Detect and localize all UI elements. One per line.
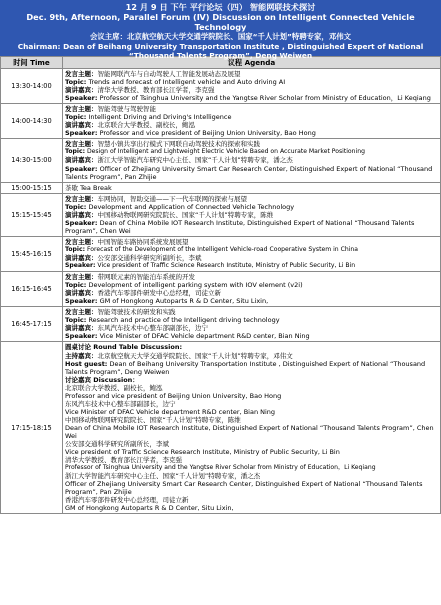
speaker-en-label: Speaker: (65, 297, 98, 306)
guest-line: 浙江大学智能汽车研究中心主任、国家“千人计划”特聘专家，潘之杰 (65, 472, 261, 481)
topic-cn: 中国智能车路协同系统发展展望 (97, 237, 189, 246)
speaker-cn: 公安部交通科学研究所副所长，李斌 (97, 253, 202, 262)
host-en-label: Host guest: (65, 359, 108, 368)
topic-en: Trends and forecast of Intelligent vehicle and Auto driving AI (88, 78, 286, 87)
speaker-en-label: Speaker: (65, 94, 98, 103)
speaker-en-label: Speaker: (65, 262, 96, 270)
table-row-tea-break (1, 182, 441, 193)
guest-line: 香港汽车零部件研发中心总经理，司徒立新 (65, 496, 189, 505)
guests-label: 讨论嘉宾 Discussion： (65, 375, 139, 384)
speaker-cn: 香港汽车零部件研发中心总经理，司徒立新 (97, 289, 221, 298)
speaker-cn: 北京联合大学教授、副校长，鲍泓 (97, 121, 195, 130)
topic-cn-label: 发言主题： (65, 105, 98, 114)
banner-chairman-en-cont: “Thousand Talents Program”, Deng Weiwen (128, 51, 313, 61)
session-agenda (63, 307, 441, 342)
session-agenda (63, 69, 441, 104)
speaker-cn-label: 演讲嘉宾： (65, 121, 98, 130)
guest-line: Dean of China Mobile IOT Research Institute, Distinguished Expert of National “Thousand Talents Program”, Chen Wei (65, 423, 434, 440)
topic-cn-label: 发言主题： (65, 140, 98, 149)
topic-en: Development of intelligent parking system with IOV element (v2i) (88, 281, 303, 290)
table-row-roundtable (1, 342, 441, 514)
table-row (1, 139, 441, 182)
topic-cn: 智慧小镇共享出行模式下网联自动驾驶技术的探索和实践 (97, 140, 260, 149)
speaker-en-label: Speaker: (65, 129, 98, 138)
topic-en-label: Topic: (65, 78, 87, 87)
speaker-en: Vice president of Traffic Science Research Institute, Ministry of Public Security, Li Bin (97, 262, 356, 270)
speaker-en: Professor and vice president of Beijing Union University, Bao Hong (99, 129, 316, 138)
table-row (1, 307, 441, 342)
speaker-cn-label: 演讲嘉宾： (65, 210, 98, 219)
guest-line: Vice Minister of DFAC Vehicle department R&D center, Bian Ning (65, 407, 276, 416)
speaker-cn: 浙江大学智能汽车研究中心主任、国家“千人计划”特聘专家，潘之杰 (97, 156, 293, 165)
topic-cn-label: 发言主题： (65, 308, 98, 317)
session-time: 16:15-16:45 (1, 272, 63, 307)
topic-cn: 车网协同，智助交通——下一代车联网的探索与展望 (97, 194, 247, 203)
topic-en-label: Topic: (65, 245, 86, 253)
guest-line: GM of Hongkong Autoparts R & D Center, Situ Lixin, (65, 504, 234, 513)
guest-line: Vice president of Traffic Science Research Institute, Ministry of Public Security, Li Bin (65, 448, 340, 457)
session-time: 13:30-14:00 (1, 69, 63, 104)
host-cn: 北京航空航天大学交通学院院长、国家“千人计划”特聘专家，邓伟文 (97, 351, 293, 360)
topic-en-label: Topic: (65, 281, 87, 290)
session-time: 14:00-14:30 (1, 104, 63, 139)
speaker-cn-label: 演讲嘉宾： (65, 324, 98, 333)
session-time: 16:45-17:15 (1, 307, 63, 342)
table-row (1, 193, 441, 236)
guest-line: Professor and vice president of Beijing Union University, Bao Hong (65, 391, 282, 400)
topic-en-label: Topic: (65, 202, 87, 211)
topic-en: Research and practice of the Intelligent driving technology (88, 316, 280, 325)
speaker-en: Officer of Zhejiang University Smart Car Research Center, Distinguished Expert of National “Thousand Talents Program”, Pan Zhijie (65, 164, 433, 181)
session-agenda (63, 193, 441, 236)
table-row (1, 69, 441, 104)
session-agenda (63, 104, 441, 139)
host-cn-label: 主持嘉宾： (65, 351, 98, 360)
topic-en: Forecast of the Development of the Intelligent Vehicle-road Cooperative System in China (86, 245, 358, 253)
speaker-en: Professor of Tsinghua University and the Yangtse River Scholar from Ministry of Education，Li Keqiang (99, 94, 431, 103)
topic-cn-label: 发言主题： (65, 70, 98, 78)
topic-cn-label: 发言主题： (65, 273, 98, 282)
guest-line: 东风汽车技术中心整车部副部长，边宁 (65, 399, 176, 408)
topic-cn: 智能网联汽车与自动驾驶人工智能发展动态及展望 (97, 70, 241, 78)
speaker-en: Dean of China Mobile IOT Research Institute, Distinguished Expert of National “Thousand Talents Program”, Chen Wei (65, 218, 415, 235)
speaker-cn-label: 演讲嘉宾： (65, 253, 98, 262)
guest-line: 公安部交通科学研究所副所长，李斌 (65, 440, 169, 449)
forum-banner (0, 0, 441, 61)
speaker-en-label: Speaker: (65, 332, 98, 341)
guest-line: 清华大学教授、教育部长江学者，李克强 (65, 456, 182, 465)
topic-en: Design of Intelligent and Lightweight Electric Vehicle Based on Accurate Market Positioning (86, 148, 365, 156)
agenda-table (0, 56, 441, 514)
banner-chairman-en: Chairman: Dean of Beihang University Transportation Institute , Distinguished Expert of National (17, 41, 424, 51)
tea-break-label: 茶歇 Tea Break (63, 182, 441, 193)
topic-en-label: Topic: (65, 113, 87, 122)
guest-line: 北京联合大学教授、副校长，鲍泓 (65, 383, 163, 392)
speaker-cn: 东风汽车技术中心整车部副部长，边宁 (97, 324, 208, 333)
speaker-cn: 中国移动物联网研究院院长、国家“千人计划”特聘专家，陈维 (97, 210, 274, 219)
roundtable-title: 圆桌讨论 Round Table Discussion: (65, 343, 183, 352)
roundtable-time: 17:15-18:15 (1, 342, 63, 514)
topic-cn-label: 发言主题： (65, 237, 98, 246)
speaker-cn: 清华大学教授、教育部长江学者，李克强 (97, 86, 215, 95)
roundtable-agenda (63, 342, 441, 514)
host-en: Dean of Beihang University Transportation Institute , Distinguished Expert of National “Thousand Talents Program”, Deng Weiwen (65, 359, 426, 376)
banner-title-en: Dec. 9th, Afternoon, Parallel Forum (Ⅳ) Discussion on Intelligent Connected Vehicle Technology (26, 12, 415, 32)
guest-line: 中国移动物联网研究院院长、国家“千人计划”特聘专家，陈维 (65, 415, 241, 424)
speaker-en: Vice Minister of DFAC Vehicle department R&D center, Bian Ning (99, 332, 310, 341)
table-row (1, 236, 441, 271)
guest-line: Professor of Tsinghua University and the Yangtse River Scholar from Ministry of Education，Li Keqiang (65, 464, 376, 472)
topic-cn-label: 发言主题： (65, 194, 98, 203)
agenda-column-header: 议程 Agenda (63, 57, 441, 69)
session-agenda (63, 272, 441, 307)
session-time: 15:45-16:15 (1, 236, 63, 271)
banner-chairman-cn: 会议主席：北京航空航天大学交通学院院长、国家“千人计划”特聘专家，邓伟文 (90, 32, 351, 41)
guest-line: Officer of Zhejiang University Smart Car Research Center, Distinguished Expert of National “Thousand Talents Program”, Pan Zhijie (65, 480, 423, 497)
topic-en-label: Topic: (65, 316, 87, 325)
table-row (1, 272, 441, 307)
topic-en: Development and Application of Connected Vehicle Technology (88, 202, 295, 211)
speaker-en-label: Speaker: (65, 218, 98, 227)
banner-title-cn: 12 月 9 日 下午 平行论坛（四） 智能网联技术探讨 (125, 2, 316, 12)
speaker-en-label: Speaker: (65, 164, 98, 173)
topic-en: Intelligent Driving and Driving's Intelligence (88, 113, 232, 122)
table-row (1, 104, 441, 139)
topic-cn: 智能驾驶与驾驶智能 (97, 105, 156, 114)
session-time: 14:30-15:00 (1, 139, 63, 182)
time-column-header: 时间 Time (1, 57, 63, 69)
topic-en-label: Topic: (65, 148, 86, 156)
tea-break-time: 15:00-15:15 (1, 182, 63, 193)
speaker-en: GM of Hongkong Autoparts R & D Center, Situ Lixin, (99, 297, 269, 306)
session-time: 15:15-15:45 (1, 193, 63, 236)
topic-cn: 带网联元素的智能泊车系统的开发 (97, 273, 195, 282)
session-agenda (63, 139, 441, 182)
topic-cn: 智能驾驶技术的研发和实践 (97, 308, 176, 317)
speaker-cn-label: 演讲嘉宾： (65, 156, 98, 165)
speaker-cn-label: 演讲嘉宾： (65, 289, 98, 298)
speaker-cn-label: 演讲嘉宾： (65, 86, 98, 95)
session-agenda (63, 236, 441, 271)
